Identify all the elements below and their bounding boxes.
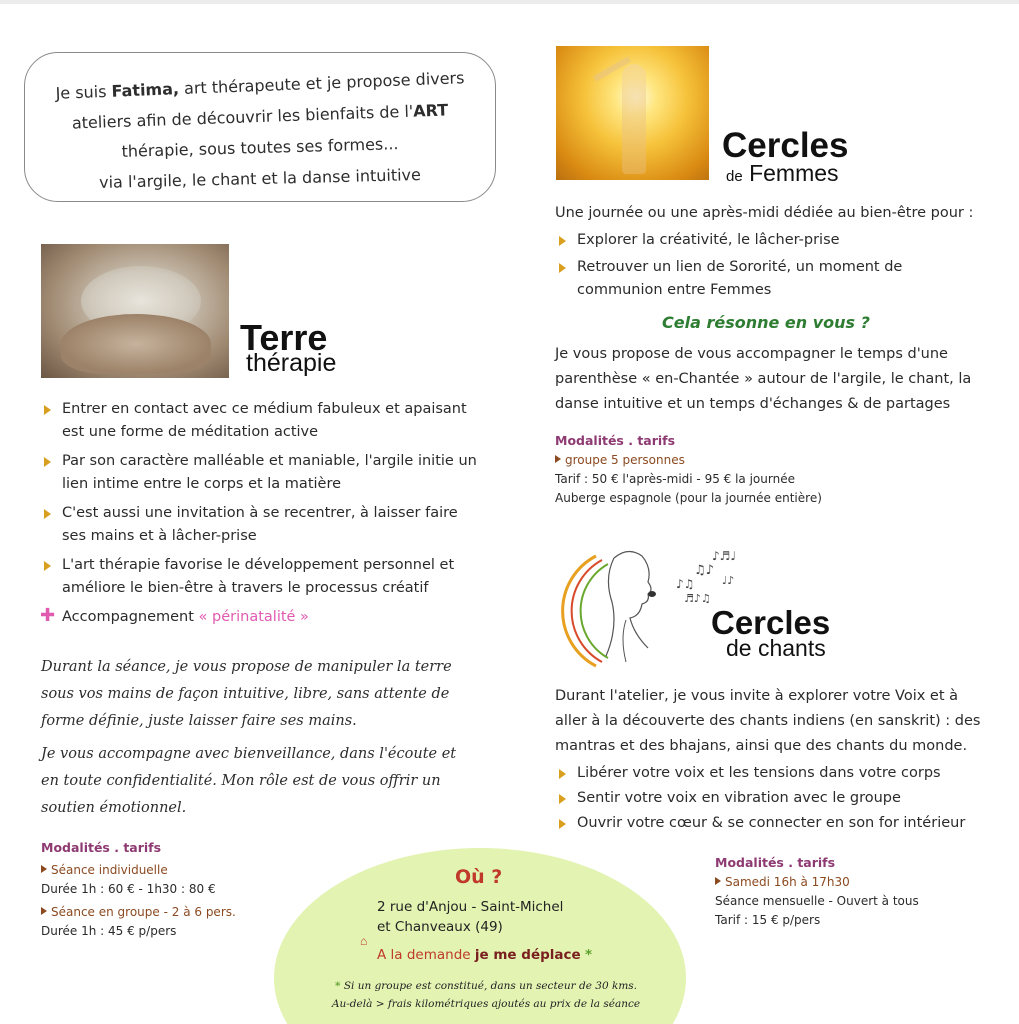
triangle-icon — [555, 455, 561, 463]
list-item: L'art thérapie favorise le développement personnel et améliore le bien-être à travers le processus créatif — [40, 554, 480, 600]
clay-hands-photo — [41, 244, 229, 378]
terre-title: Terre — [240, 317, 328, 358]
svg-text:♩♪: ♩♪ — [722, 574, 735, 587]
list-item: Retrouver un lien de Sororité, un moment de communion entre Femmes — [555, 256, 975, 302]
svg-text:♫♪: ♫♪ — [694, 563, 714, 578]
chants-subtitle: de chants — [726, 635, 826, 661]
chants-tarifs: Samedi 16h à 17h30 Séance mensuelle - Ouvert à tous Tarif : 15 € p/pers — [715, 875, 919, 927]
list-item: Explorer la créativité, le lâcher-prise — [555, 229, 975, 252]
femmes-title: Cercles — [722, 126, 849, 165]
triangle-icon — [715, 877, 721, 885]
location-note: * Si un groupe est constitué, dans un secteur de 30 kms. Au-delà > frais kilométriques ajoutés au prix de la séance — [331, 980, 641, 1010]
list-item: Entrer en contact avec ce médium fabuleux et apaisant est une forme de méditation active — [40, 398, 480, 444]
triangle-icon — [41, 907, 47, 915]
plus-icon: ✚ — [40, 605, 56, 626]
list-item: C'est aussi une invitation à se recentrer, à laisser faire ses mains et à lâcher-prise — [40, 502, 480, 548]
house-icon: ⌂ — [360, 934, 368, 948]
perinatalite-item: ✚ Accompagnement « périnatalité » — [40, 605, 309, 626]
triangle-icon — [41, 865, 47, 873]
femmes-intro: Une journée ou une après-midi dédiée au bien-être pour : — [555, 205, 974, 221]
intro-line-2: ateliers afin de découvrir les bienfaits de l'ART — [71, 100, 449, 133]
resonne-heading: Cela résonne en vous ? — [662, 313, 870, 332]
chants-paragraph: Durant l'atelier, je vous invite à explorer votre Voix et à aller à la découverte des chants indiens (en sanskrit) : des mantras et des bhajans, ainsi que des chants du monde. — [555, 688, 981, 754]
terre-subtitle: thérapie — [246, 349, 337, 377]
list-item: Par son caractère malléable et maniable, l'argile initie un lien intime entre le corps et la matière — [40, 450, 480, 496]
location-title: Où ? — [455, 866, 503, 888]
femmes-bullet-list — [555, 229, 975, 302]
on-demand-text: A la demande je me déplace * — [377, 947, 593, 963]
top-border — [0, 0, 1019, 4]
femmes-tarifs: groupe 5 personnes Tarif : 50 € l'après-midi - 95 € la journée Auberge espagnole (pour la journée entière) — [555, 453, 822, 505]
intro-line-3: thérapie, sous toutes ses formes... — [121, 134, 399, 161]
chants-bullet-list — [555, 762, 985, 835]
terre-paragraph-2: Je vous accompagne avec bienveillance, dans l'écoute et en toute confidentialité. Mon rôle est de vous offrir un soutien émotionnel. — [41, 746, 457, 816]
star-icon: * — [584, 947, 593, 963]
terre-tarifs-title: Modalités . tarifs — [41, 840, 162, 855]
chants-title: Cercles — [711, 604, 831, 641]
intro-line-1: Je suis Fatima, art thérapeute et je propose divers — [55, 68, 465, 103]
intro-bubble — [24, 52, 496, 202]
list-item: Sentir votre voix en vibration avec le groupe — [555, 787, 985, 810]
svg-text:♬♪♫: ♬♪♫ — [684, 592, 711, 605]
svg-text:♪♬♩: ♪♬♩ — [712, 549, 737, 563]
femmes-paragraph: Je vous propose de vous accompagner le temps d'une parenthèse « en-Chantée » autour de l'argile, le chant, la danse intuitive et un temps d'échanges & de partages — [555, 346, 972, 412]
svg-text:♪♫: ♪♫ — [676, 577, 695, 591]
list-item: Ouvrir votre cœur & se connecter en son for intérieur — [555, 812, 985, 835]
terre-bullet-list — [40, 398, 480, 629]
terre-tarifs: Séance individuelle Durée 1h : 60 € - 1h30 : 80 € Séance en groupe - 2 à 6 pers. Durée 1h : 45 € p/pers — [41, 863, 236, 938]
intro-line-4: via l'argile, le chant et la danse intuitive — [98, 165, 422, 192]
femmes-tarifs-title: Modalités . tarifs — [555, 433, 676, 448]
perinatalite-link[interactable]: « périnatalité » — [198, 609, 309, 625]
chants-tarifs-title: Modalités . tarifs — [715, 855, 836, 870]
location-address: 2 rue d'Anjou - Saint-Michel et Chanveaux (49) — [377, 899, 564, 935]
femmes-subtitle: de Femmes — [726, 160, 839, 186]
sunset-woman-photo — [556, 46, 709, 180]
terre-paragraph-1: Durant la séance, je vous propose de manipuler la terre sous vos mains de façon intuitive, libre, sans attente de forme définie, juste laisser faire ses mains. — [41, 659, 452, 729]
list-item: Libérer votre voix et les tensions dans votre corps — [555, 762, 985, 785]
